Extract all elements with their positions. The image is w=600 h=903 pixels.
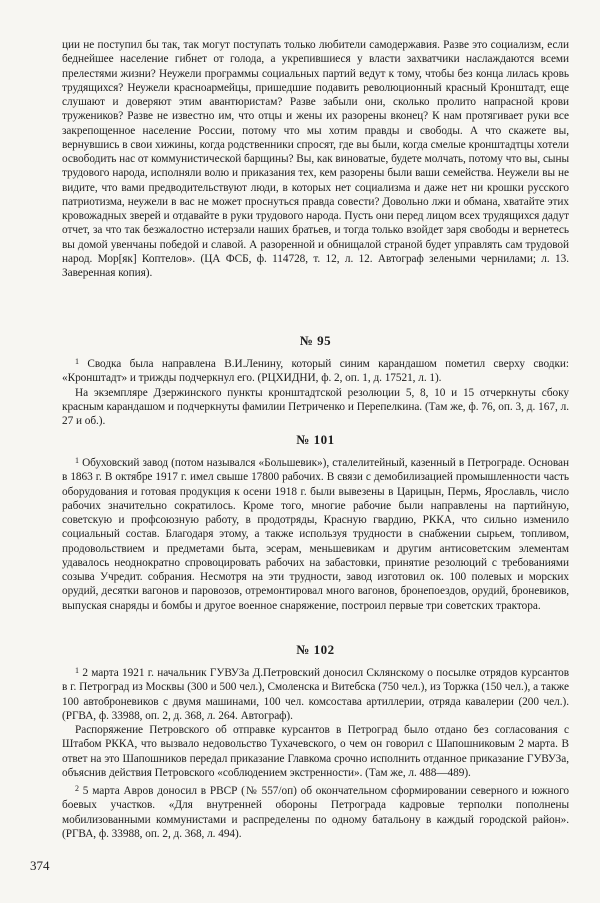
footnote-paragraph: $^1$ 2 марта 1921 г. начальник ГУВУЗа Д.Петровский доносил Склянскому о посылке отрядов курсантов в г. Петроград из Москвы (300 и 500 чел.), Смоленска и Витебска (750 чел.), из Торжка (150 чел.), а также 100 автоброневиков с двумя машинами, 100 чел. комсостава артиллерии, отряда кавалерии (200 чел.). (РГВА, ф. 33988, оп. 2, д. 368, л. 264. Автограф). (62, 666, 569, 722)
section-heading-101: № 101 (296, 432, 335, 447)
footnote-marker: 2 (75, 784, 79, 793)
footnote-paragraph: $^2$ 5 марта Авров доносил в РВСР (№ 557/оп) об окончательном сформировании северного и южного боевых участков. «Для внутренней обороны Петрограда кадровые терполки пополнены мобилизованными коммунистами и распределены по одному батальону в каждый городской район». (РГВА, ф. 33988, оп. 2, д. 368, л. 494). (62, 784, 569, 840)
section-101 (62, 456, 569, 613)
page-number: 374 (30, 858, 50, 873)
footnote-paragraph: $^1$ Обуховский завод (потом назывался «Большевик»), сталелитейный, казенный в Петрограде. Основан в 1863 г. В октябре 1917 г. имел свыше 17800 рабочих. В связи с демобилизацией промышленности часть оборудования и готовая продукция к осени 1918 г. были вывезены в Царицын, Пермь, Ярославль, число рабочих значительно сократилось. Кроме того, многие рабочие были направлены на партийную, советскую и профсоюзную работу, в продотряды, Красную гвардию, РККА, что сильно изменило социальный состав. Благодаря этому, а также используя трудности в снабжении сырьем, топливом, продовольствием и предметами быта, эсерам, меньшевикам и другим антисоветским элементам удавалось неоднократно спровоцировать рабочих на забастовки, принятие резолюций с требованиями созыва Учредит. собрания. Несмотря на эти трудности, завод изготовил ок. 100 полевых и морских орудий, десятки вагонов и паровозов, отремонтировал много вагонов, бронепоездов, орудий, броневиков, выпуская снаряды и бомбы и другое военное снаряжение, построил первые три советских трактора. (62, 456, 570, 612)
paragraph: Распоряжение Петровского об отправке курсантов в Петроград было отдано без согласования с Штабом РККА, что вызвало недовольство Тухачевского, о чем он говорил с Шапошниковым 2 марта. В ответ на это Шапошников передал приказание Главкома срочно исполнить отданное приказание ГУВУЗа, объяснив действия Петровского «соблюдением экстренности». (Там же, л. 488—489). (62, 724, 569, 779)
paragraph: На экземпляре Дзержинского пункты кронштадтской резолюции 5, 8, 10 и 15 отчеркнуты сбоку красным карандашом и подчеркнуты фамилии Петриченко и Перепелкина. (Там же, ф. 76, оп. 3, д. 167, л. 27 и об.). (62, 386, 569, 427)
section-95 (62, 357, 569, 428)
letter-continuation (62, 38, 569, 280)
footnote-marker: 1 (75, 357, 79, 366)
footnote-marker: 1 (75, 666, 79, 675)
section-102 (62, 666, 569, 841)
paragraph: ции не поступил бы так, так могут поступать только любители самодержавия. Разве это социализм, если беднейшее население гибнет от голода, а укрепившиеся у власти захватчики наслаждаются всеми прелестями жизни? Неужели программы социальных партий ведут к тому, чтобы без конца лилась кровь трудящихся? Неужели красноармейцы, пришедшие подавить революционный красный Кронштадт, еще слушают и доверяют этим авантюристам? Разве забыли они, сколько пролито напрасной крови тружеников? Разве не известно им, что отцы и жены их разорены вконец? К нам протягивает руки все закрепощенное население России, потому что мы хотим правды и свободы. А что скажете вы, вернувшись в свои хижины, когда родственники спросят, где вы были, когда смелые кронштадтцы хотели освободить нас от коммунистической барщины? Вы, как виноватые, будете молчать, потому что вы, сыны трудового народа, исполняли волю и приказания тех, кем разорены были ваши семейства. Неужели вы не видите, что вами предводительствуют люди, в которых нет социализма и даже нет ни крошки русского патриотизма, неужели в вас не может проснуться правда совести? Довольно лжи и обмана, хватайте этих кровожадных зверей и отдавайте в руки трудового народа. Пусть они перед лицом всех трудящихся дадут отчет, за что так безжалостно истерзали наших братьев, и тогда только взойдет заря свободы и вернетесь вы домой увенчаны победой и славой. А разоренной и обнищалой страной будет управлять сам трудовой народ. Мор[як] Коптелов». (ЦА ФСБ, ф. 114728, т. 12, л. 12. Автограф зелеными чернилами; л. 13. Заверенная копия). (62, 39, 569, 279)
section-heading-95: № 95 (299, 333, 332, 348)
footnote-marker: 1 (75, 456, 79, 465)
footnote-paragraph: $^1$ Сводка была направлена В.И.Ленину, который синим карандашом пометил сверху сводки: «Кронштадт» и трижды подчеркнул его. (РЦХИДНИ, ф. 2, оп. 1, д. 17521, л. 1). (62, 357, 569, 385)
section-heading-102: № 102 (296, 642, 335, 657)
